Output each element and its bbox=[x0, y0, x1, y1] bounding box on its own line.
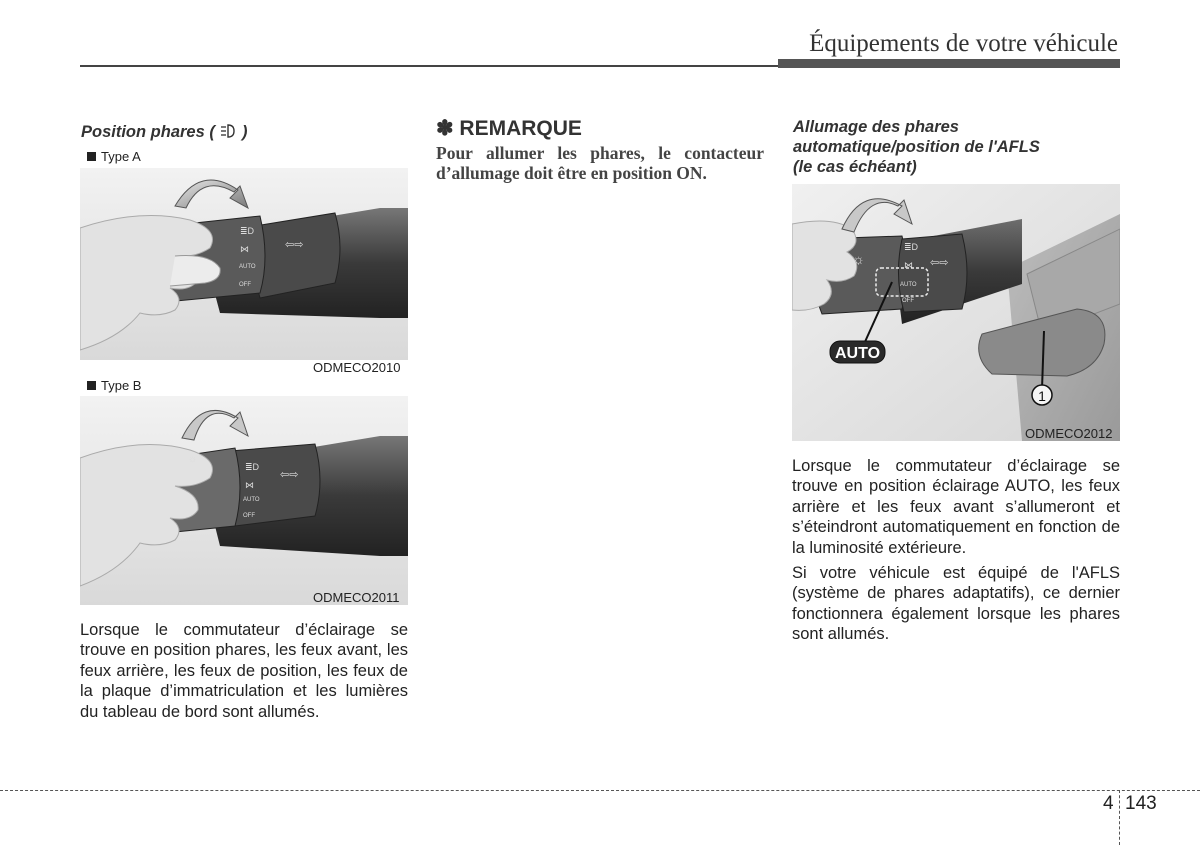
footer-dashed-divider bbox=[1119, 790, 1120, 845]
svg-text:≣D: ≣D bbox=[240, 226, 255, 236]
right-paragraph-1: Lorsque le commutateur d’éclairage se trouve en position éclairage AUTO, les feux arrière et les feux avant s’allumeront et s’éteindront automatiquement en fonction de la luminosité extérieure. bbox=[792, 457, 1120, 557]
heading-line-3: (le cas échéant) bbox=[793, 158, 917, 176]
type-b-text: Type B bbox=[101, 378, 142, 393]
bullet-square-icon bbox=[87, 152, 96, 161]
svg-text:⋈: ⋈ bbox=[245, 480, 254, 490]
auto-callout-label: AUTO bbox=[834, 345, 881, 362]
switch-off-label: OFF bbox=[902, 298, 914, 304]
section-heading-auto-light bbox=[793, 117, 1123, 177]
switch-auto-label: AUTO bbox=[239, 264, 256, 270]
svg-text:⇦⇨: ⇦⇨ bbox=[285, 239, 304, 251]
bullet-square-icon bbox=[87, 381, 96, 390]
footer-dashed-rule bbox=[0, 790, 1200, 791]
right-body-text bbox=[792, 456, 1120, 650]
switch-auto-label: AUTO bbox=[900, 282, 917, 288]
heading-prefix: Position phares ( bbox=[81, 123, 215, 141]
figure-c-code: ODMECO2012 bbox=[1025, 426, 1113, 441]
figure-type-b bbox=[80, 396, 408, 605]
svg-text:⋈: ⋈ bbox=[904, 260, 913, 270]
note-text: Pour allumer les phares, le contacteur d’allumage doit être en position ON. bbox=[436, 143, 764, 183]
svg-text:≣D: ≣D bbox=[904, 242, 919, 252]
figure-auto-afls bbox=[792, 184, 1120, 441]
svg-text:⋈: ⋈ bbox=[240, 244, 249, 254]
svg-text:⇦⇨: ⇦⇨ bbox=[280, 469, 299, 481]
chapter-number: 4 bbox=[1103, 793, 1114, 814]
svg-text:☼: ☼ bbox=[852, 251, 865, 267]
type-a-text: Type A bbox=[101, 149, 141, 164]
type-a-label bbox=[87, 149, 141, 164]
right-paragraph-2: Si votre véhicule est équipé de l'AFLS (système de phares adaptatifs), ce dernier fonctionnera également lorsque les phares sont allumés. bbox=[792, 564, 1120, 644]
heading-line-1: Allumage des phares bbox=[793, 118, 959, 136]
heading-line-2: automatique/position de l'AFLS bbox=[793, 138, 1040, 156]
page-number: 143 bbox=[1125, 793, 1157, 814]
section-heading-headlamp-position bbox=[81, 122, 248, 144]
headlamp-icon bbox=[219, 123, 237, 144]
note-heading: ✽ REMARQUE bbox=[436, 117, 582, 140]
switch-off-label: OFF bbox=[243, 513, 255, 519]
type-b-label bbox=[87, 378, 141, 393]
figure-type-a bbox=[80, 168, 408, 360]
figure-a-code: ODMECO2010 bbox=[313, 360, 401, 375]
svg-text:☼: ☼ bbox=[188, 454, 198, 465]
header-rule-thin bbox=[80, 65, 778, 67]
switch-auto-label: AUTO bbox=[243, 497, 260, 503]
figure-b-code: ODMECO2011 bbox=[313, 590, 400, 605]
running-header: Équipements de votre véhicule bbox=[809, 30, 1118, 57]
header-rule-thick bbox=[778, 59, 1120, 68]
svg-text:⇦⇨: ⇦⇨ bbox=[930, 257, 949, 269]
heading-suffix: ) bbox=[242, 123, 248, 141]
callout-1-label: 1 bbox=[1038, 388, 1046, 404]
svg-text:≣D: ≣D bbox=[245, 462, 260, 472]
left-body-text: Lorsque le commutateur d’éclairage se trouve en position phares, les feux avant, les feux arrière, les feux de position, les feux de la plaque d’immatriculation et les lumières du tableau de bord sont allumés. bbox=[80, 621, 408, 721]
switch-off-label: OFF bbox=[239, 282, 251, 288]
